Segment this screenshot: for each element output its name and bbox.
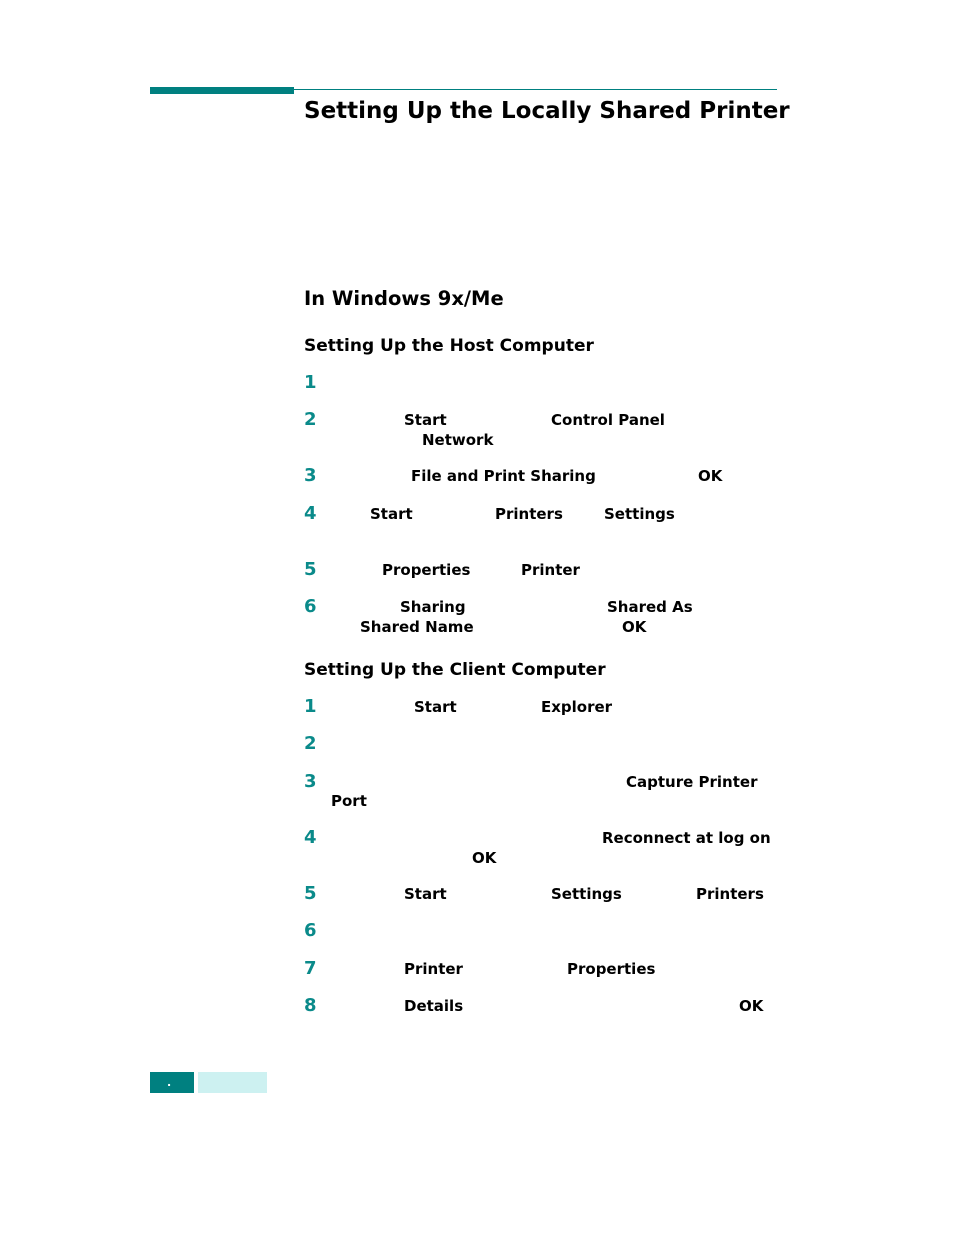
footer-chapter-tab (198, 1072, 267, 1093)
keyword: Start (370, 505, 413, 523)
host-heading: Setting Up the Host Computer (304, 336, 594, 356)
keyword: Printer (404, 960, 463, 978)
keyword: Sharing (400, 598, 466, 616)
client-step-number: 1 (304, 696, 317, 717)
keyword: Settings (604, 505, 675, 523)
keyword: Printer (521, 561, 580, 579)
client-step-number: 3 (304, 771, 317, 792)
client-heading: Setting Up the Client Computer (304, 660, 606, 680)
header-rule-thin (294, 89, 777, 90)
keyword: OK (472, 849, 497, 867)
client-step-number: 7 (304, 958, 317, 979)
keyword: Shared As (607, 598, 693, 616)
host-step-number: 5 (304, 559, 317, 580)
keyword: Control Panel (551, 411, 665, 429)
keyword: Network (422, 431, 494, 449)
client-step-number: 8 (304, 995, 317, 1016)
page-title: Setting Up the Locally Shared Printer (304, 98, 790, 124)
keyword: File and Print Sharing (411, 467, 596, 485)
keyword: Start (404, 411, 447, 429)
client-step-number: 5 (304, 883, 317, 904)
client-step-number: 2 (304, 733, 317, 754)
keyword: Shared Name (360, 618, 474, 636)
keyword: Settings (551, 885, 622, 903)
footer-page-number: . (167, 1076, 172, 1089)
host-step-number: 6 (304, 596, 317, 617)
section-heading: In Windows 9x/Me (304, 287, 504, 310)
keyword: Printers (495, 505, 563, 523)
host-step-number: 2 (304, 409, 317, 430)
keyword: OK (739, 997, 764, 1015)
keyword: Reconnect at log on (602, 829, 771, 847)
host-step-number: 1 (304, 372, 317, 393)
keyword: Start (404, 885, 447, 903)
client-step-number: 4 (304, 827, 317, 848)
host-step-number: 3 (304, 465, 317, 486)
keyword: Properties (382, 561, 471, 579)
keyword: Port (331, 792, 367, 810)
keyword: Start (414, 698, 457, 716)
keyword: OK (698, 467, 723, 485)
keyword: Properties (567, 960, 656, 978)
header-rule-thick (150, 87, 294, 94)
keyword: Capture Printer (626, 773, 758, 791)
footer-page-tab (150, 1072, 194, 1093)
keyword: Explorer (541, 698, 613, 716)
client-step-number: 6 (304, 920, 317, 941)
keyword: OK (622, 618, 647, 636)
keyword: Details (404, 997, 464, 1015)
host-step-number: 4 (304, 503, 317, 524)
keyword: Printers (696, 885, 764, 903)
